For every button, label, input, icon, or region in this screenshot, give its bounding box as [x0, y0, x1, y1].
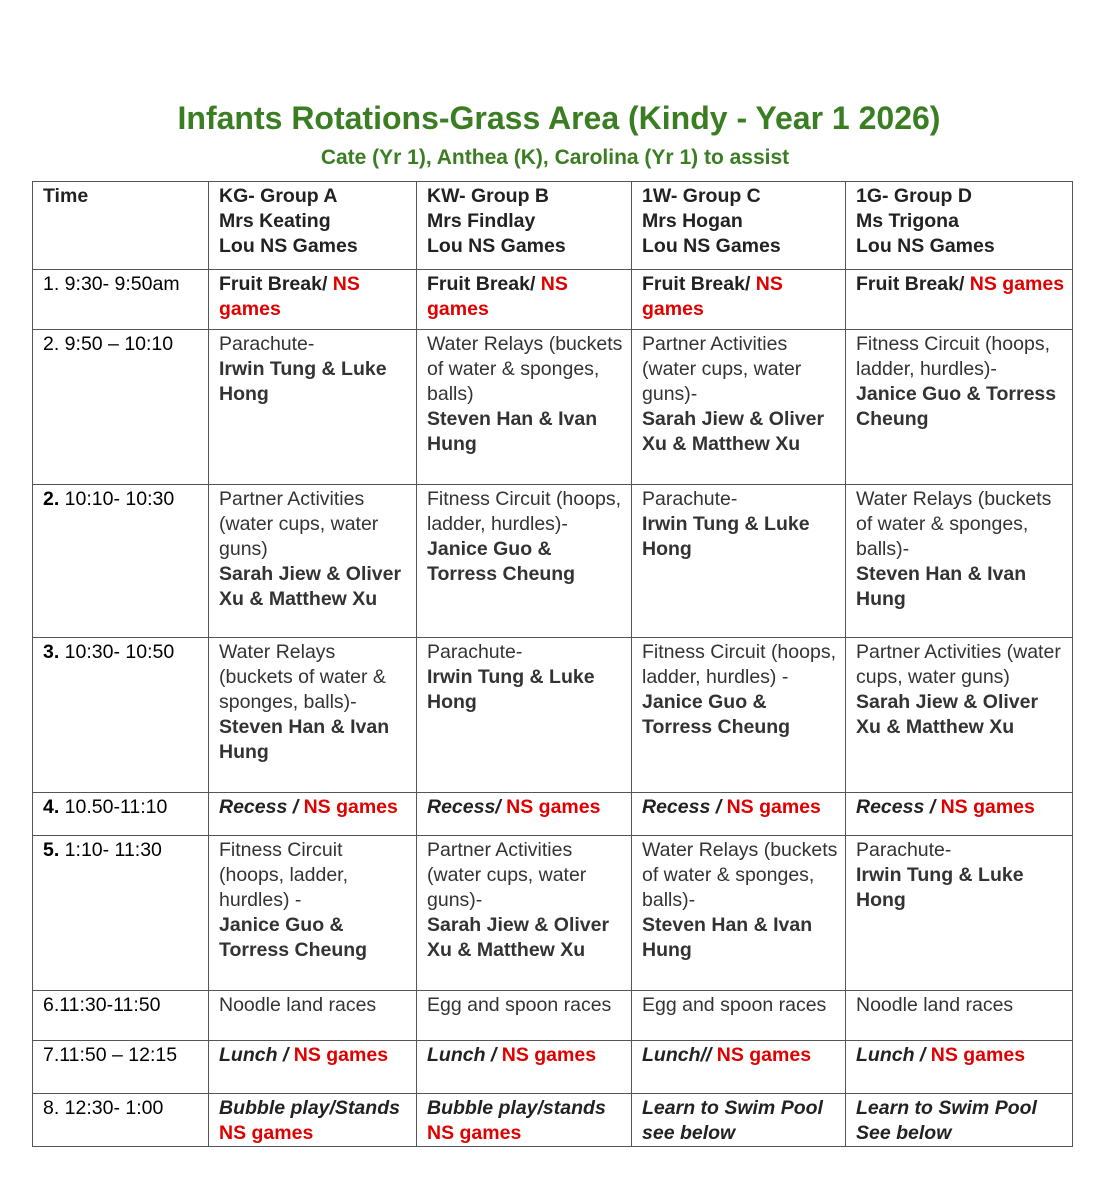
break-cell: Lunch / NS games	[846, 1041, 1073, 1094]
break-cell: Recess / NS games	[209, 793, 417, 836]
rotation-table	[32, 181, 1073, 1147]
time-cell: 2. 10:10- 10:30	[33, 485, 209, 638]
break-cell: Recess / NS games	[846, 793, 1073, 836]
table-row	[33, 270, 1073, 330]
activity-cell: Water Relays (buckets of water & sponges, balls)- Steven Han & Ivan Hung	[209, 638, 417, 793]
activity-cell: Fitness Circuit (hoops, ladder, hurdles)- Janice Guo & Torress Cheung	[417, 485, 632, 638]
activity-cell: Water Relays (buckets of water & sponges, balls) Steven Han & Ivan Hung	[417, 330, 632, 485]
time-header: Time	[33, 182, 209, 270]
group-teacher: Mrs Findlay	[427, 210, 536, 232]
table-row	[33, 836, 1073, 991]
break-cell: Fruit Break/ NS games	[209, 270, 417, 330]
activity-cell: Egg and spoon races	[632, 991, 846, 1041]
time-cell: 5. 1:10- 11:30	[33, 836, 209, 991]
activity-cell: Egg and spoon races	[417, 991, 632, 1041]
table-row	[33, 1094, 1073, 1147]
group-name: 1G- Group D	[856, 185, 972, 207]
activity-cell: Partner Activities (water cups, water guns)- Sarah Jiew & Oliver Xu & Matthew Xu	[632, 330, 846, 485]
break-cell: Learn to Swim Pool See below	[846, 1094, 1073, 1147]
activity-cell: Partner Activities (water cups, water guns) Sarah Jiew & Oliver Xu & Matthew Xu	[846, 638, 1073, 793]
group-teacher: Ms Trigona	[856, 210, 959, 232]
time-cell: 3. 10:30- 10:50	[33, 638, 209, 793]
break-cell: Lunch// NS games	[632, 1041, 846, 1094]
break-cell: Bubble play/Stands NS games	[209, 1094, 417, 1147]
activity-cell: Partner Activities (water cups, water guns)- Sarah Jiew & Oliver Xu & Matthew Xu	[417, 836, 632, 991]
group-name: 1W- Group C	[642, 185, 761, 207]
time-cell: 8. 12:30- 1:00	[33, 1094, 209, 1147]
group-header	[417, 182, 632, 270]
break-cell: Recess/ NS games	[417, 793, 632, 836]
time-cell: 1. 9:30- 9:50am	[33, 270, 209, 330]
table-row	[33, 330, 1073, 485]
activity-cell: Water Relays (buckets of water & sponges, balls)- Steven Han & Ivan Hung	[846, 485, 1073, 638]
group-name: KG- Group A	[219, 185, 338, 207]
page-title: Infants Rotations-Grass Area (Kindy - Year 1 2026)	[177, 100, 941, 136]
group-header	[209, 182, 417, 270]
table-row	[33, 793, 1073, 836]
activity-cell: Fitness Circuit (hoops, ladder, hurdles) - Janice Guo & Torress Cheung	[209, 836, 417, 991]
time-cell: 7.11:50 – 12:15	[33, 1041, 209, 1094]
activity-cell: Parachute- Irwin Tung & Luke Hong	[846, 836, 1073, 991]
group-teacher: Mrs Keating	[219, 210, 331, 232]
activity-cell: Water Relays (buckets of water & sponges, balls)- Steven Han & Ivan Hung	[632, 836, 846, 991]
header-row	[33, 182, 1073, 270]
break-cell: Lunch / NS games	[417, 1041, 632, 1094]
break-cell: Fruit Break/ NS games	[846, 270, 1073, 330]
activity-cell: Parachute- Irwin Tung & Luke Hong	[209, 330, 417, 485]
activity-cell: Parachute- Irwin Tung & Luke Hong	[632, 485, 846, 638]
time-cell: 2. 9:50 – 10:10	[33, 330, 209, 485]
break-cell: Recess / NS games	[632, 793, 846, 836]
break-cell: Learn to Swim Pool see below	[632, 1094, 846, 1147]
activity-cell: Noodle land races	[209, 991, 417, 1041]
activity-cell: Partner Activities (water cups, water guns) Sarah Jiew & Oliver Xu & Matthew Xu	[209, 485, 417, 638]
group-games: Lou NS Games	[427, 235, 566, 257]
group-games: Lou NS Games	[856, 235, 995, 257]
group-teacher: Mrs Hogan	[642, 210, 743, 232]
table-row	[33, 1041, 1073, 1094]
table-row	[33, 638, 1073, 793]
group-header	[846, 182, 1073, 270]
group-name: KW- Group B	[427, 185, 549, 207]
time-cell: 6.11:30-11:50	[33, 991, 209, 1041]
activity-cell: Noodle land races	[846, 991, 1073, 1041]
activity-cell: Parachute- Irwin Tung & Luke Hong	[417, 638, 632, 793]
table-row	[33, 485, 1073, 638]
group-games: Lou NS Games	[642, 235, 781, 257]
group-games: Lou NS Games	[219, 235, 358, 257]
break-cell: Bubble play/stands NS games	[417, 1094, 632, 1147]
time-cell: 4. 10.50-11:10	[33, 793, 209, 836]
table-row	[33, 991, 1073, 1041]
group-header	[632, 182, 846, 270]
page-subtitle: Cate (Yr 1), Anthea (K), Carolina (Yr 1) to assist	[320, 146, 790, 169]
activity-cell: Fitness Circuit (hoops, ladder, hurdles)- Janice Guo & Torress Cheung	[846, 330, 1073, 485]
break-cell: Fruit Break/ NS games	[632, 270, 846, 330]
activity-cell: Fitness Circuit (hoops, ladder, hurdles) - Janice Guo & Torress Cheung	[632, 638, 846, 793]
break-cell: Lunch / NS games	[209, 1041, 417, 1094]
break-cell: Fruit Break/ NS games	[417, 270, 632, 330]
